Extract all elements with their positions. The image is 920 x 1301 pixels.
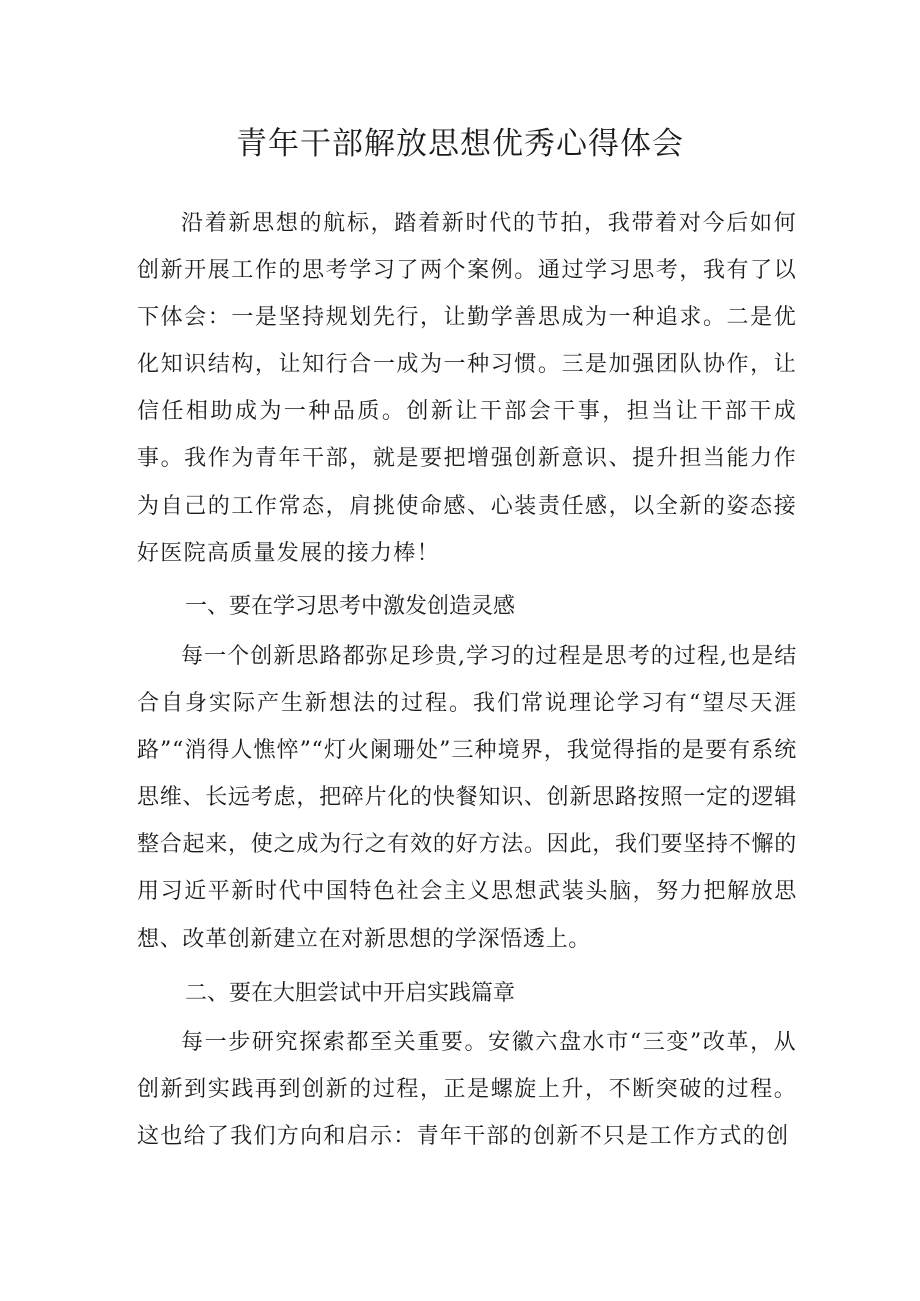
section-heading-2: 二、要在大胆尝试中开启实践篇章 xyxy=(185,981,516,1006)
intro-paragraph: 沿着新思想的航标，踏着新时代的节拍，我带着对今后如何创新开展工作的思考学习了两个案例。通过学习思考，我有了以下体会：一是坚持规划先行，让勤学善思成为一种追求。二是优化知识结构，让知行合一成为一种习惯。三是加强团队协作，让信任相助成为一种品质。创新让干部会干事，担当让干部干成事。我作为青年干部，就是要把增强创新意识、提升担当能力作为自己的工作常态，肩挑使命感、心装责任感，以全新的姿态接好医院高质量发展的接力棒！ xyxy=(137,211,797,566)
section-heading-1: 一、要在学习思考中激发创造灵感 xyxy=(185,594,516,619)
section-paragraph-2: 每一步研究探索都至关重要。安徽六盘水市“三变”改革，从创新到实践再到创新的过程，正是螺旋上升，不断突破的过程。这也给了我们方向和启示：青年干部的创新不只是工作方式的创 xyxy=(137,1030,797,1150)
document-title: 青年干部解放思想优秀心得体会 xyxy=(236,126,684,162)
section-paragraph-1: 每一个创新思路都弥足珍贵,学习的过程是思考的过程,也是结合自身实际产生新想法的过程。我们常说理论学习有“望尽天涯路”“消得人憔悴”“灯火阑珊处”三种境界，我觉得指的是要有系统思维、长远考虑，把碎片化的快餐知识、创新思路按照一定的逻辑整合起来，使之成为行之有效的好方法。因此，我们要坚持不懈的用习近平新时代中国特色社会主义思想武装头脑，努力把解放思想、改革创新建立在对新思想的学深悟透上。 xyxy=(137,644,797,952)
